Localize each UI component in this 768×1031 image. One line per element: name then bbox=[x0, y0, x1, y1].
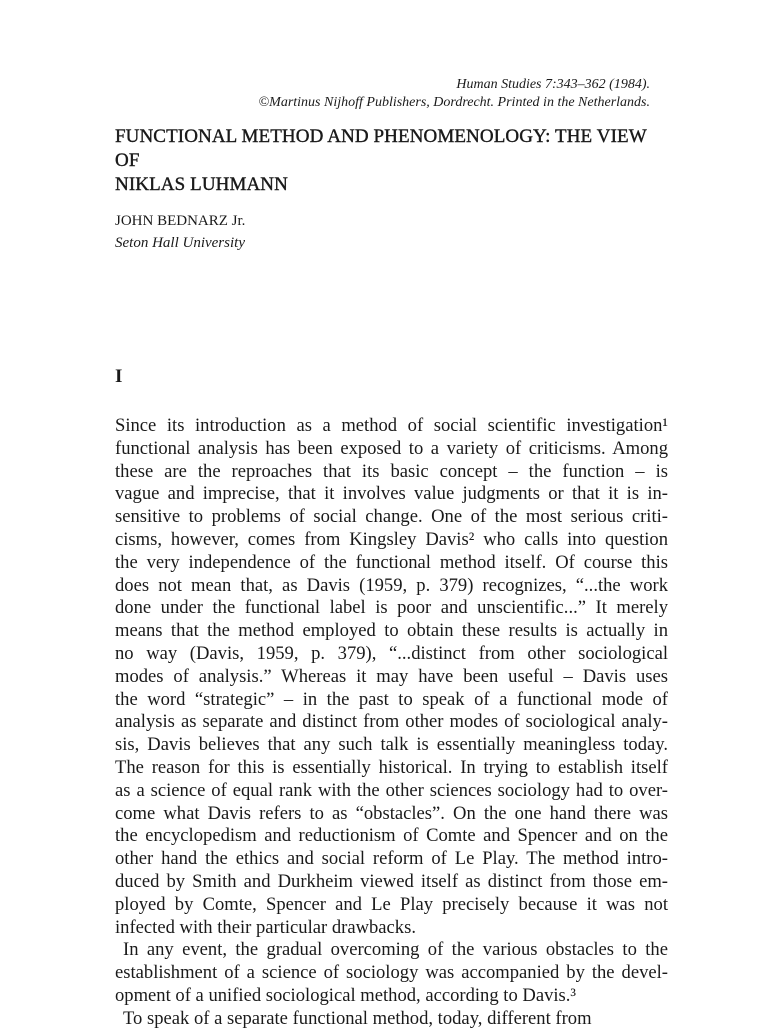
section-number: I bbox=[115, 366, 123, 387]
journal-citation bbox=[259, 76, 650, 112]
body-line: done under the functional label is poor and unscientific...” It merely bbox=[115, 597, 668, 619]
body-line: no way (Davis, 1959, p. 379), “...distinct from other sociological bbox=[115, 642, 668, 664]
body-line: modes of analysis.” Whereas it may have been useful – Davis uses bbox=[115, 665, 668, 687]
publisher-line: ©Martinus Nijhoff Publishers, Dordrecht. Printed in the Netherlands. bbox=[258, 95, 650, 110]
body-line: sis, Davis believes that any such talk is essentially meaningless today. bbox=[115, 734, 668, 756]
body-line: these are the reproaches that its basic concept – the function – is bbox=[115, 460, 668, 482]
body-line: To speak of a separate functional method, today, different from bbox=[123, 1007, 592, 1029]
body-line: the encyclopedism and reductionism of Comte and Spencer and on the bbox=[115, 825, 668, 847]
body-line: as a science of equal rank with the other sciences sociology had to over- bbox=[115, 779, 668, 801]
body-line: the word “strategic” – in the past to speak of a functional mode of bbox=[115, 688, 668, 710]
body-line: cisms, however, comes from Kingsley Davis² who calls into question bbox=[115, 528, 668, 550]
body-line: In any event, the gradual overcoming of the various obstacles to the bbox=[123, 939, 668, 961]
article-title bbox=[115, 125, 675, 197]
body-line: means that the method employed to obtain these results is actually in bbox=[115, 620, 668, 642]
body-line: opment of a unified sociological method, according to Davis.³ bbox=[115, 984, 577, 1006]
body-line: duced by Smith and Durkheim viewed itself as distinct from those em- bbox=[115, 870, 668, 892]
author-affiliation: Seton Hall University bbox=[115, 235, 245, 251]
body-line: ployed by Comte, Spencer and Le Play precisely because it was not bbox=[115, 893, 668, 915]
body-line: functional analysis has been exposed to a variety of criticisms. Among bbox=[115, 437, 668, 459]
title-line-1: FUNCTIONAL METHOD AND PHENOMENOLOGY: THE VIEW OF bbox=[115, 126, 647, 171]
body-line: infected with their particular drawbacks. bbox=[115, 916, 416, 938]
body-line: analysis as separate and distinct from other modes of sociological analy- bbox=[115, 711, 668, 733]
author-name: JOHN BEDNARZ Jr. bbox=[115, 213, 246, 229]
body-line: The reason for this is essentially historical. In trying to establish itself bbox=[115, 756, 668, 778]
author-block bbox=[115, 210, 245, 254]
body-line: sensitive to problems of social change. One of the most serious criti- bbox=[115, 506, 668, 528]
body-line: does not mean that, as Davis (1959, p. 379) recognizes, “...the work bbox=[115, 574, 668, 596]
body-line: establishment of a science of sociology was accompanied by the devel- bbox=[115, 962, 668, 984]
body-line: vague and imprecise, that it involves value judgments or that it is in- bbox=[115, 483, 668, 505]
title-line-2: NIKLAS LUHMANN bbox=[115, 174, 288, 195]
body-text bbox=[115, 415, 668, 1031]
body-line: other hand the ethics and social reform of Le Play. The method intro- bbox=[115, 848, 668, 870]
body-line: the very independence of the functional method itself. Of course this bbox=[115, 551, 668, 573]
body-line: Since its introduction as a method of social scientific investigation¹ bbox=[115, 415, 668, 436]
journal-line: Human Studies 7:343–362 (1984). bbox=[456, 77, 650, 92]
body-line: come what Davis refers to as “obstacles”. On the one hand there was bbox=[115, 802, 668, 824]
